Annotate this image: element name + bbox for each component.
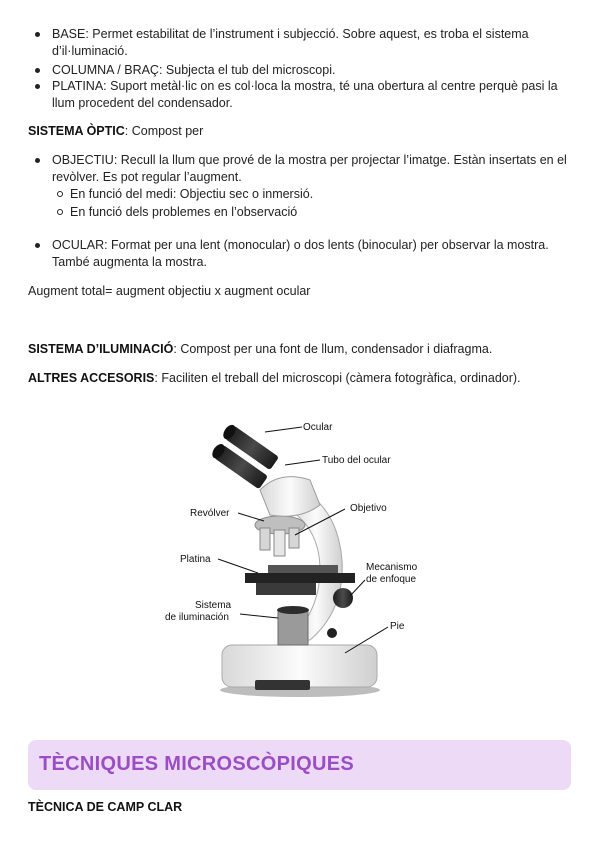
item-term: COLUMNA / BRAÇ: [52, 63, 159, 77]
label-focus-2: de enfoque: [366, 574, 417, 585]
section-title: TÈCNIQUES MICROSCÒPIQUES: [39, 753, 355, 775]
list-item-column: [52, 62, 572, 79]
item-term: OCULAR: [52, 238, 105, 252]
label-tube: Tubo del ocular: [322, 455, 391, 466]
subsection-heading: TÈCNICA DE CAMP CLAR: [28, 800, 183, 814]
section-banner: [28, 740, 571, 790]
list-item-ocular: [52, 237, 572, 271]
label-illum-1: Sistema: [195, 600, 232, 611]
microscope-illustration: [160, 410, 440, 705]
item-text: : Recull la llum que prové de la mostra per projectar l’imatge. Estàn insertats en el revòlver. Es pot regular l’augment.: [52, 153, 567, 184]
illumination-heading: SISTEMA D’ILUMINACIÓ: [28, 342, 174, 356]
accessories-heading: ALTRES ACCESORIS: [28, 371, 155, 385]
item-text: : Suport metàl·lic on es col·loca la mostra, té una obertura al centre perquè pasi la llum procedent del condensador.: [52, 79, 558, 110]
item-text: : Format per una lent (monocular) o dos lents (binocular) per observar la mostra. També augmenta la mostra.: [52, 238, 549, 269]
label-foot: Pie: [390, 621, 405, 632]
label-stage: Platina: [180, 554, 211, 565]
item-text: : Subjecta el tub del microscopi.: [158, 63, 336, 77]
accessories-text: : Faciliten el treball del microscopi (càmera fotogràfica, ordinador).: [154, 371, 521, 385]
accessories-paragraph: [28, 370, 578, 387]
total-augment-text: Augment total= augment objectiu x augment ocular: [28, 284, 311, 298]
microscope-figure: [160, 410, 440, 705]
sublist-item-problems: En funció dels problemes en l’observació: [70, 204, 560, 221]
label-revolver: Revólver: [190, 508, 230, 519]
list-item-base: [52, 26, 572, 60]
label-objective: Objetivo: [350, 503, 387, 514]
item-term: BASE: [52, 27, 86, 41]
illumination-paragraph: [28, 341, 578, 358]
optic-heading: SISTEMA ÒPTIC: [28, 124, 125, 138]
list-item-objective: [52, 152, 572, 186]
illumination-text: : Compost per una font de llum, condensador i diafragma.: [173, 342, 493, 356]
sublist-item-medium: En funció del medi: Objectiu sec o inmersió.: [70, 186, 560, 203]
label-ocular: Ocular: [303, 422, 333, 433]
item-text: : Permet estabilitat de l’instrument i subjecció. Sobre aquest, es troba el sistema d’il·luminació.: [52, 27, 529, 58]
label-focus-1: Mecanismo: [366, 562, 418, 573]
list-item-stage: [52, 78, 572, 112]
item-term: PLATINA: [52, 79, 104, 93]
label-illum-2: de iluminación: [165, 612, 229, 623]
optic-text: : Compost per: [124, 124, 204, 138]
optic-paragraph: [28, 123, 578, 140]
item-term: OBJECTIU: [52, 153, 114, 167]
